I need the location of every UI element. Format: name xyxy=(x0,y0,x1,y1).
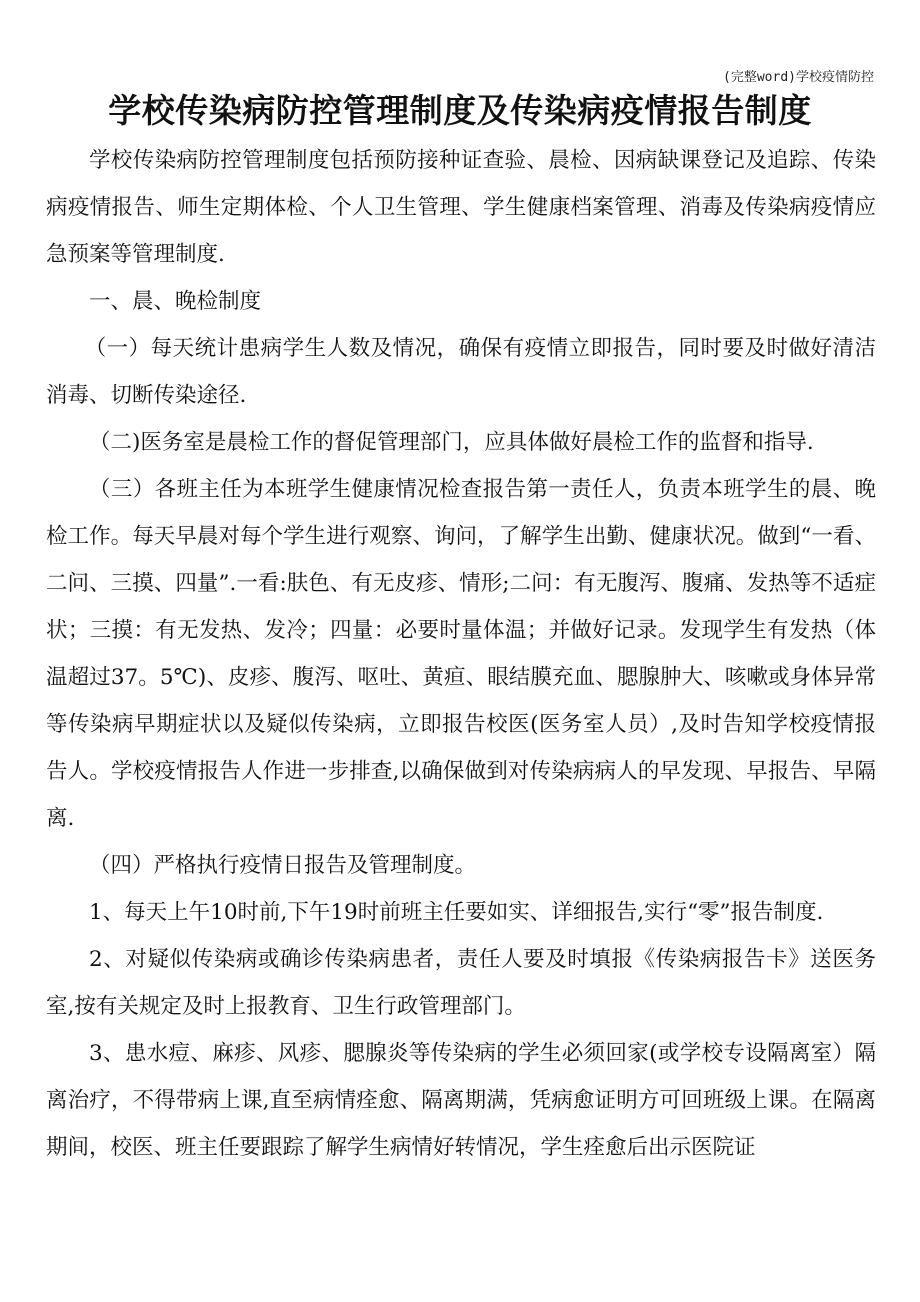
paragraph-item-1: （一）每天统计患病学生人数及情况，确保有疫情立即报告，同时要及时做好清洁消毒、切断传染途径. xyxy=(46,336,876,408)
section-heading-morning-check: 一、晨、晚检制度 xyxy=(89,289,262,314)
paragraph-item-2: （二)医务室是晨检工作的督促管理部门，应具体做好晨检工作的监督和指导. xyxy=(89,430,814,455)
document-header-note: (完整word)学校疫情防控 xyxy=(723,70,874,85)
intro-paragraph: 学校传染病防控管理制度包括预防接种证查验、晨检、因病缺课登记及追踪、传染病疫情报告、师生定期体检、个人卫生管理、学生健康档案管理、消毒及传染病疫情应急预案等管理制度. xyxy=(46,148,876,267)
paragraph-item-3: （三）各班主任为本班学生健康情况检查报告第一责任人，负责本班学生的晨、晚检工作。每天早晨对每个学生进行观察、询问，了解学生出勤、健康状况。做到“一看、二问、三摸、四量”.一看:肤色、有无皮疹、情形;二问：有无腹泻、腹痛、发热等不适症状；三摸：有无发热、发冷；四量：必要时量体温；并做好记录。发现学生有发热（体温超过37。5℃)、皮疹、腹泻、呕吐、黄疸、眼结膜充血、腮腺肿大、咳嗽或身体异常等传染病早期症状以及疑似传染病，立即报告校医(医务室人员）,及时告知学校疫情报告人。学校疫情报告人作进一步排查,以确保做到对传染病病人的早发现、早报告、早隔离. xyxy=(46,477,876,831)
paragraph-rule-3: 3、患水痘、麻疹、风疹、腮腺炎等传染病的学生必须回家(或学校专设隔离室）隔离治疗，不得带病上课,直至病情痊愈、隔离期满，凭病愈证明方可回班级上课。在隔离期间，校医、班主任要跟踪了解学生病情好转情况，学生痊愈后出示医院证 xyxy=(46,1041,876,1160)
paragraph-rule-1: 1、每天上午10时前,下午19时前班主任要如实、详细报告,实行“零”报告制度. xyxy=(89,900,824,925)
paragraph-item-4: （四）严格执行疫情日报告及管理制度。 xyxy=(89,853,477,878)
document-title: 学校传染病防控管理制度及传染病疫情报告制度 xyxy=(108,91,812,130)
document-body xyxy=(46,137,876,1171)
paragraph-rule-2: 2、对疑似传染病或确诊传染病患者，责任人要及时填报《传染病报告卡》送医务室,按有关规定及时上报教育、卫生行政管理部门。 xyxy=(46,947,876,1019)
